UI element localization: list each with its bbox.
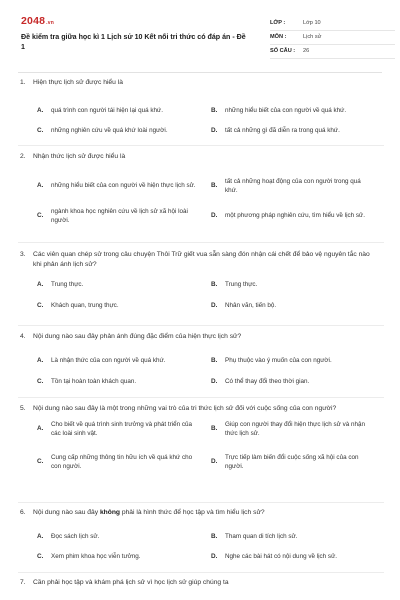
- option-letter: A.: [37, 182, 44, 190]
- question-stem: [18, 578, 384, 588]
- meta-row-count: [270, 45, 395, 59]
- option-b[interactable]: [211, 532, 383, 541]
- exam-title: Đề kiểm tra giữa học kì 1 Lịch sử 10 Kết nối tri thức có đáp án - Đề 1: [21, 33, 246, 52]
- option-c[interactable]: [37, 377, 207, 386]
- option-letter: D.: [211, 127, 218, 135]
- option-text: Tồn tại hoàn toàn khách quan.: [51, 378, 137, 386]
- option-text: Phụ thuộc vào ý muốn của con người.: [225, 357, 332, 365]
- option-group: [37, 414, 384, 488]
- option-text: Là nhận thức của con người về quá khứ.: [51, 357, 166, 365]
- question-separator: [18, 502, 384, 503]
- option-letter: D.: [211, 212, 218, 220]
- option-letter: A.: [37, 107, 44, 115]
- option-text: những hiểu biết của con người về quá khứ.: [225, 107, 347, 115]
- option-a[interactable]: [37, 532, 207, 541]
- question-stem: [18, 78, 384, 88]
- option-letter: C.: [37, 212, 44, 220]
- option-a[interactable]: [37, 418, 197, 440]
- option-letter: B.: [211, 281, 218, 289]
- option-letter: D.: [211, 378, 218, 386]
- option-text: Nghe các bài hát có nội dung về lịch sử.: [225, 553, 338, 561]
- option-text: một phương pháp nghiên cứu, tìm hiểu về lịch sử.: [225, 212, 365, 220]
- option-a[interactable]: [37, 106, 207, 115]
- option-letter: A.: [37, 357, 44, 365]
- option-letter: D.: [211, 458, 218, 466]
- question-5: [18, 404, 384, 488]
- option-group: [37, 88, 384, 136]
- meta-row-subject: [270, 31, 395, 45]
- question-number: 1.: [20, 79, 26, 86]
- option-d[interactable]: [211, 451, 377, 473]
- option-group: [37, 518, 384, 568]
- option-text: Có thể thay đổi theo thời gian.: [225, 378, 310, 386]
- option-letter: C.: [37, 378, 44, 386]
- option-text: những nghiên cứu về quá khứ loài người.: [51, 127, 168, 135]
- option-letter: B.: [211, 107, 218, 115]
- option-d[interactable]: [211, 377, 383, 386]
- question-text-after: phải là hình thức để học tập và tìm hiểu lịch sử?: [120, 509, 265, 516]
- option-d[interactable]: [211, 126, 383, 135]
- question-4: [18, 332, 384, 392]
- option-text: Đọc sách lịch sử.: [51, 533, 100, 541]
- question-number: 7.: [20, 579, 26, 586]
- question-number: 4.: [20, 333, 26, 340]
- logo-sub-text: .vn: [46, 20, 54, 26]
- meta-key: SỐ CÂU :: [270, 47, 296, 54]
- option-letter: C.: [37, 458, 44, 466]
- option-text: ngành khoa học nghiên cứu về lịch sử xã hội loài người.: [51, 207, 188, 225]
- option-a[interactable]: [37, 280, 207, 289]
- logo-main-text: 2048: [21, 15, 46, 27]
- option-text: Tham quan di tích lịch sử.: [225, 533, 298, 541]
- option-text: những hiểu biết của con người về hiện thực lịch sử.: [51, 182, 196, 190]
- option-text: tất cả những hoạt động của con người trong quá khứ.: [225, 177, 361, 195]
- option-b[interactable]: [211, 280, 383, 289]
- question-stem: [18, 332, 384, 342]
- option-letter: B.: [211, 357, 218, 365]
- option-b[interactable]: [211, 176, 373, 196]
- question-text: Nội dung nào sau đây là một trong những vai trò của tri thức lịch sử đối với cuộc sống của con người?: [33, 405, 337, 412]
- question-text: Cần phải học tập và khám phá lịch sử vì học lịch sử giúp chúng ta: [33, 579, 229, 586]
- option-c[interactable]: [37, 301, 207, 310]
- option-letter: A.: [37, 281, 44, 289]
- option-text: Xem phim khoa học viễn tưởng.: [51, 553, 141, 561]
- option-text: Khách quan, trung thực.: [51, 302, 119, 310]
- meta-key: LỚP :: [270, 19, 286, 26]
- option-group: [37, 162, 384, 232]
- option-text: Trực tiếp làm biến đổi cuộc sống xã hội của con người.: [225, 453, 359, 471]
- question-text: Nội dung nào sau đây phản ánh đúng đặc điểm của hiện thực lịch sử?: [33, 333, 242, 340]
- option-letter: B.: [211, 425, 218, 433]
- question-separator: [18, 145, 384, 146]
- option-text: Cho biết về quá trình sinh trưởng và phát triển của các loài sinh vật.: [51, 420, 193, 438]
- site-logo[interactable]: [21, 14, 54, 28]
- question-text-before: Nội dung nào sau đây: [33, 509, 100, 516]
- question-stem: [18, 508, 384, 518]
- option-d[interactable]: [211, 301, 383, 310]
- question-3: [18, 250, 384, 320]
- meta-row-class: [270, 17, 395, 31]
- option-group: [37, 342, 384, 392]
- question-text: Hiện thực lịch sử được hiểu là: [33, 79, 123, 86]
- option-text: Trung thực.: [51, 281, 84, 289]
- option-letter: A.: [37, 533, 44, 541]
- option-b[interactable]: [211, 356, 383, 365]
- option-d[interactable]: [211, 552, 383, 561]
- header-divider: [18, 72, 382, 73]
- question-keyword: không: [99, 509, 120, 516]
- question-text: Các viên quan chép sử trong câu chuyện Thôi Trữ giết vua sẵn sàng đón nhận cái chết để bảo vệ nguyên tắc nào khi phản ánh lịch sử?: [33, 251, 370, 269]
- option-letter: C.: [37, 553, 44, 561]
- option-letter: B.: [211, 182, 218, 190]
- option-text: Nhân văn, tiến bộ.: [225, 302, 277, 310]
- question-7: [18, 578, 384, 588]
- option-text: Trung thực.: [225, 281, 258, 289]
- meta-value: 26: [303, 47, 310, 54]
- option-text: Cung cấp những thông tin hữu ích về quá khứ cho con người.: [51, 453, 193, 471]
- exam-meta-table: [270, 17, 395, 59]
- option-text: Giúp con người thay đổi hiện thực lịch sử và nhận thức lịch sử.: [225, 420, 365, 438]
- option-letter: D.: [211, 302, 218, 310]
- question-number: 2.: [20, 153, 26, 160]
- option-c[interactable]: [37, 126, 207, 135]
- option-c[interactable]: [37, 206, 197, 226]
- question-stem: [18, 404, 384, 414]
- option-group: [37, 270, 384, 320]
- meta-value: Lớp 10: [303, 19, 321, 26]
- question-number: 6.: [20, 509, 26, 516]
- question-text: Nhận thức lịch sử được hiểu là: [33, 153, 126, 160]
- question-number: 3.: [20, 251, 26, 258]
- question-separator: [18, 572, 384, 573]
- question-separator: [18, 325, 384, 326]
- option-c[interactable]: [37, 552, 207, 561]
- option-letter: C.: [37, 127, 44, 135]
- option-b[interactable]: [211, 418, 377, 440]
- question-separator: [18, 397, 384, 398]
- option-letter: C.: [37, 302, 44, 310]
- question-1: [18, 78, 384, 136]
- question-stem: [18, 250, 384, 270]
- page-header: [18, 12, 382, 76]
- option-letter: A.: [37, 425, 44, 433]
- option-d[interactable]: [211, 206, 373, 226]
- option-b[interactable]: [211, 106, 383, 115]
- question-stem: [18, 152, 384, 162]
- option-c[interactable]: [37, 451, 197, 473]
- meta-value: Lịch sử: [303, 33, 322, 40]
- option-text: tất cả những gì đã diễn ra trong quá khứ.: [225, 127, 340, 135]
- question-2: [18, 152, 384, 232]
- option-a[interactable]: [37, 176, 197, 196]
- option-letter: D.: [211, 553, 218, 561]
- option-a[interactable]: [37, 356, 207, 365]
- question-6: [18, 508, 384, 568]
- meta-key: MÔN :: [270, 33, 287, 40]
- option-letter: B.: [211, 533, 218, 541]
- question-separator: [18, 242, 384, 243]
- question-number: 5.: [20, 405, 26, 412]
- option-text: quá trình con người tái hiện lại quá khứ.: [51, 107, 163, 115]
